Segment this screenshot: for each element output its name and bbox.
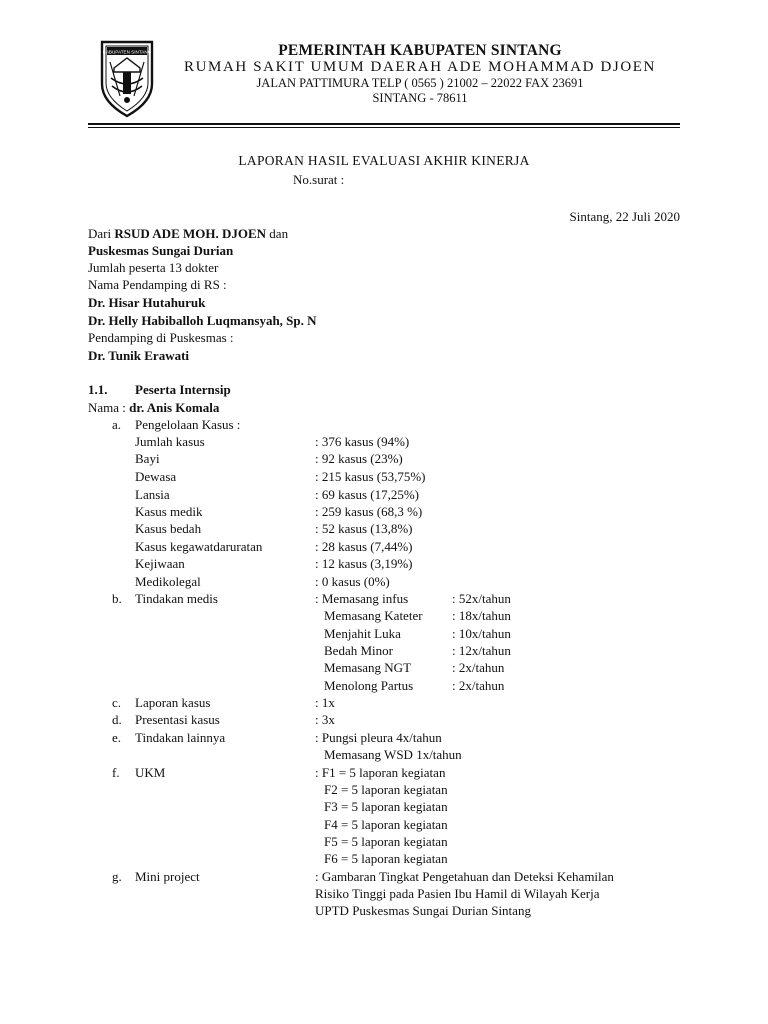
mini-project-label: Mini project [135, 869, 200, 884]
procedure-frequency: : 12x/tahun [452, 643, 511, 658]
case-row-label: Kasus medik [135, 504, 203, 519]
svg-text:KABUPATEN SINTANG: KABUPATEN SINTANG [102, 49, 152, 55]
report-title: LAPORAN HASIL EVALUASI AKHIR KINERJA [238, 153, 530, 168]
procedure-frequency: : 10x/tahun [452, 626, 511, 641]
case-row-value: : 52 kasus (13,8%) [315, 521, 413, 536]
participant-count: Jumlah peserta 13 dokter [88, 260, 219, 275]
header-address: JALAN PATTIMURA TELP ( 0565 ) 21002 – 22022 FAX 23691 [256, 76, 584, 90]
procedure-name: Memasang Kateter [324, 608, 423, 623]
item-letter-d: d. [112, 712, 122, 727]
case-row-label: Kasus kegawatdaruratan [135, 539, 263, 554]
pkm-mentor: Dr. Tunik Erawati [88, 348, 190, 363]
section-title: Peserta Internsip [135, 382, 231, 397]
item-letter-e: e. [112, 730, 122, 745]
case-row-value: : 69 kasus (17,25%) [315, 487, 419, 502]
case-row-label: Medikolegal [135, 574, 201, 589]
participant-name-line [88, 399, 219, 416]
case-mgmt-label: Pengelolaan Kasus : [135, 417, 241, 432]
other-procedures-label: Tindakan lainnya [135, 730, 226, 745]
ukm-line: : F1 = 5 laporan kegiatan [315, 765, 446, 780]
case-row-value: : 376 kasus (94%) [315, 434, 410, 449]
procedure-frequency: : 2x/tahun [452, 660, 505, 675]
header-city: SINTANG - 78611 [372, 91, 468, 105]
case-row-value: : 215 kasus (53,75%) [315, 469, 426, 484]
name-label: Nama : [88, 400, 130, 415]
case-row-label: Kejiwaan [135, 556, 185, 571]
other-procedure-line: Memasang WSD 1x/tahun [324, 747, 462, 762]
item-letter-b: b. [112, 591, 122, 606]
other-procedure-line: : Pungsi pleura 4x/tahun [315, 730, 442, 745]
case-presentation-label: Presentasi kasus [135, 712, 220, 727]
procedure-name: Bedah Minor [324, 643, 393, 658]
procedure-name: : Memasang infus [315, 591, 409, 606]
case-presentation-value: : 3x [315, 712, 335, 727]
ukm-line: F3 = 5 laporan kegiatan [324, 799, 448, 814]
case-row-label: Lansia [135, 487, 170, 502]
case-row-label: Jumlah kasus [135, 434, 205, 449]
regency-emblem-logo [96, 38, 158, 118]
procedure-name: Menolong Partus [324, 678, 414, 693]
rs-mentor-2: Dr. Helly Habiballoh Luqmansyah, Sp. N [88, 313, 317, 328]
procedures-label: Tindakan medis [135, 591, 218, 606]
case-row-value: : 259 kasus (68,3 %) [315, 504, 423, 519]
case-row-label: Kasus bedah [135, 521, 202, 536]
mini-project-line: Risiko Tinggi pada Pasien Ibu Hamil di Wilayah Kerja [315, 886, 600, 901]
participant-name: dr. Anis Komala [129, 400, 220, 415]
from-hospital: RSUD ADE MOH. DJOEN [114, 226, 267, 241]
item-letter-g: g. [112, 869, 122, 884]
header-government: PEMERINTAH KABUPATEN SINTANG [278, 42, 562, 59]
section-number: 1.1. [88, 382, 108, 397]
case-row-label: Dewasa [135, 469, 177, 484]
ukm-line: F4 = 5 laporan kegiatan [324, 817, 448, 832]
item-letter-f: f. [112, 765, 120, 780]
letter-number: No.surat : [293, 172, 345, 187]
procedure-frequency: : 18x/tahun [452, 608, 511, 623]
rs-mentor-label: Nama Pendamping di RS : [88, 277, 227, 292]
case-row-value: : 12 kasus (3,19%) [315, 556, 413, 571]
ukm-line: F2 = 5 laporan kegiatan [324, 782, 448, 797]
report-date: Sintang, 22 Juli 2020 [569, 209, 680, 224]
case-row-value: : 0 kasus (0%) [315, 574, 390, 589]
procedure-frequency: : 2x/tahun [452, 678, 505, 693]
procedure-name: Menjahit Luka [324, 626, 401, 641]
case-report-value: : 1x [315, 695, 335, 710]
header-hospital: RUMAH SAKIT UMUM DAERAH ADE MOHAMMAD DJOEN [184, 59, 656, 75]
header-divider-thin [88, 127, 680, 128]
case-row-value: : 92 kasus (23%) [315, 451, 403, 466]
from-prefix: Dari [88, 226, 115, 241]
header-divider-thick [88, 123, 680, 125]
ukm-line: F5 = 5 laporan kegiatan [324, 834, 448, 849]
procedure-frequency: : 52x/tahun [452, 591, 511, 606]
item-letter-a: a. [112, 417, 122, 432]
from-line [88, 225, 288, 242]
rs-mentor-1: Dr. Hisar Hutahuruk [88, 295, 206, 310]
puskesmas-name: Puskesmas Sungai Durian [88, 243, 234, 258]
ukm-line: F6 = 5 laporan kegiatan [324, 851, 448, 866]
mini-project-line: UPTD Puskesmas Sungai Durian Sintang [315, 903, 531, 918]
pkm-mentor-label: Pendamping di Puskesmas : [88, 330, 234, 345]
case-row-value: : 28 kasus (7,44%) [315, 539, 413, 554]
ukm-label: UKM [135, 765, 166, 780]
from-suffix: dan [266, 226, 289, 241]
procedure-name: Memasang NGT [324, 660, 412, 675]
item-letter-c: c. [112, 695, 122, 710]
mini-project-line: : Gambaran Tingkat Pengetahuan dan Deteksi Kehamilan [315, 869, 614, 884]
case-report-label: Laporan kasus [135, 695, 211, 710]
case-row-label: Bayi [135, 451, 160, 466]
